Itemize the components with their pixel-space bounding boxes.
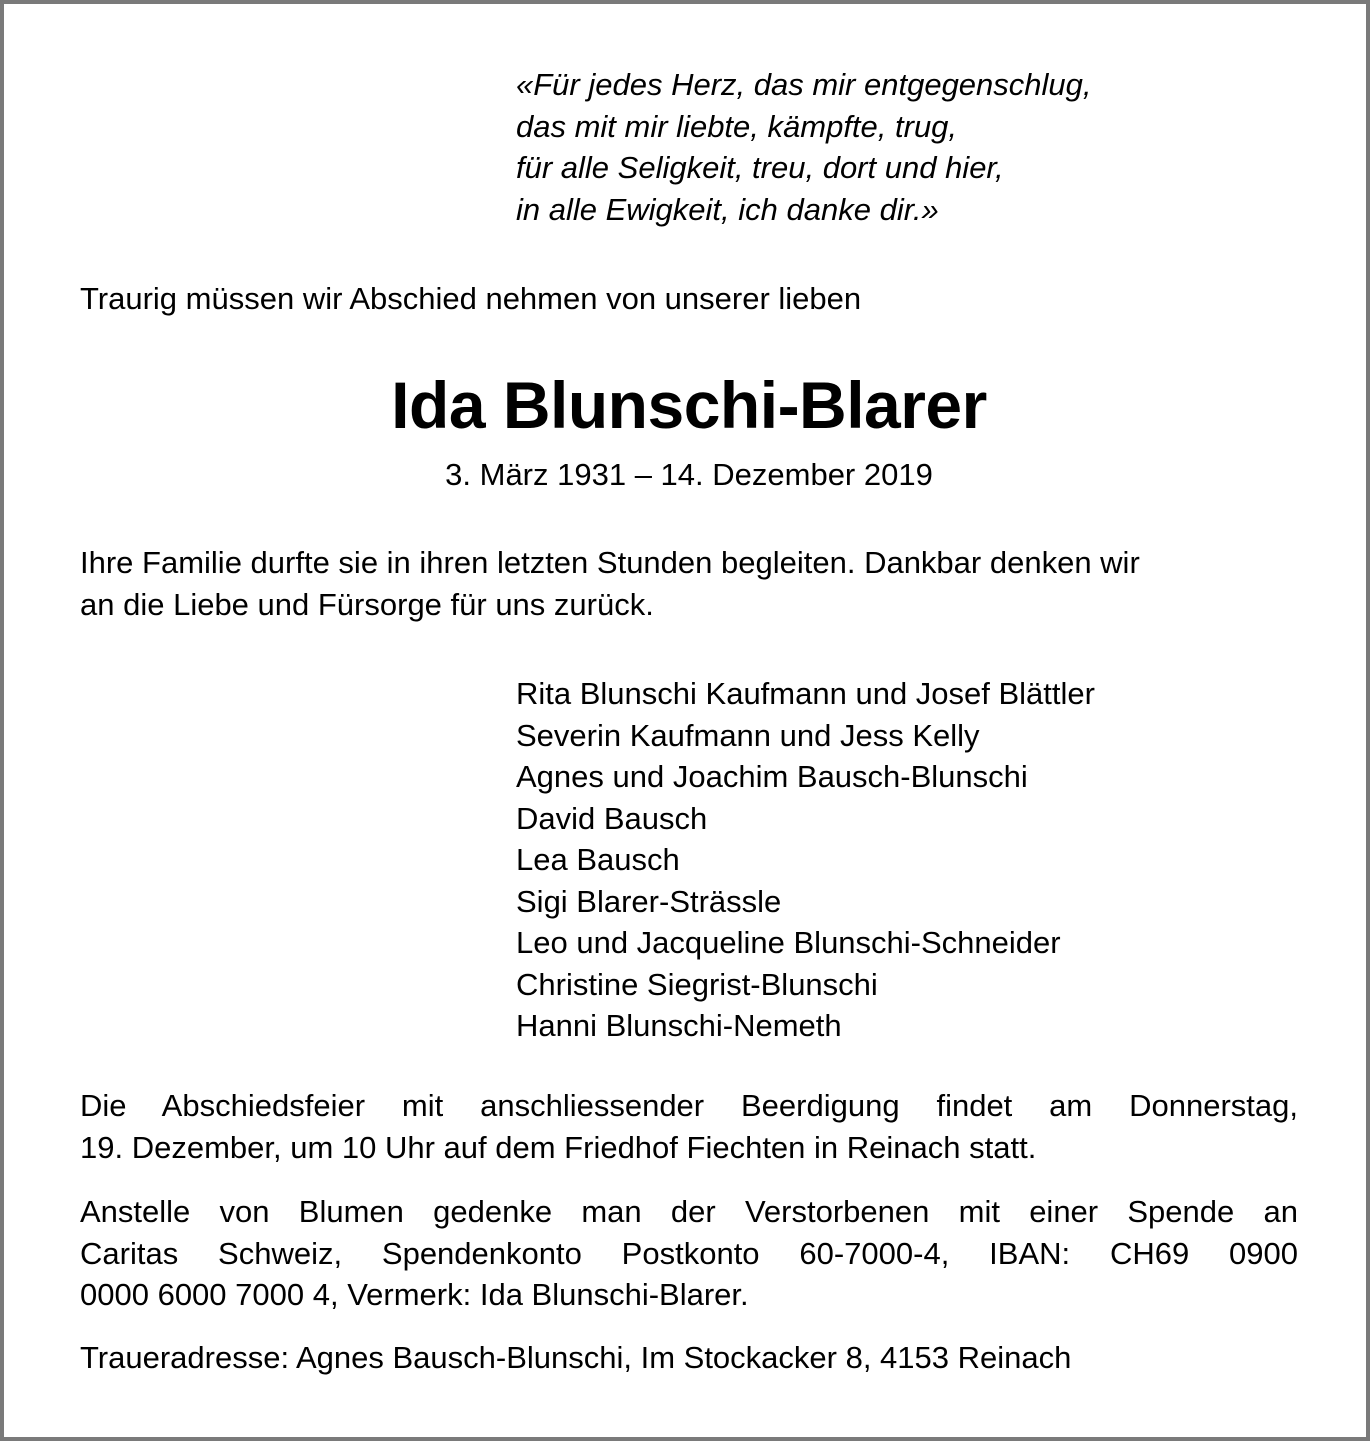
mourners-list	[516, 673, 1095, 1047]
mourner-name: Leo und Jacqueline Blunschi-Schneider	[516, 925, 1061, 960]
mourner-name: Lea Bausch	[516, 842, 680, 877]
mourner-name: Hanni Blunschi-Nemeth	[516, 1008, 842, 1043]
mourner-name: Severin Kaufmann und Jess Kelly	[516, 717, 980, 753]
life-dates: 3. März 1931 – 14. Dezember 2019	[445, 457, 933, 492]
mourning-address: Traueradresse: Agnes Bausch-Blunschi, Im Stockacker 8, 4153 Reinach	[80, 1340, 1072, 1375]
ceremony-line: 19. Dezember, um 10 Uhr auf dem Friedhof Fiechten in Reinach statt.	[80, 1129, 1037, 1165]
mourner-name: Rita Blunschi Kaufmann und Josef Blättler	[516, 676, 1095, 711]
poem-line: in alle Ewigkeit, ich danke dir.»	[516, 191, 939, 227]
family-note-line: an die Liebe und Fürsorge für uns zurück.	[80, 586, 654, 622]
poem-line: für alle Seligkeit, treu, dort und hier,	[516, 150, 1004, 185]
ceremony-notice	[80, 1085, 1298, 1168]
intro-text: Traurig müssen wir Abschied nehmen von unserer lieben	[80, 281, 862, 316]
donation-line: Caritas Schweiz, Spendenkonto Postkonto 60-7000-4, IBAN: CH69 0900	[80, 1235, 1298, 1271]
donation-notice	[80, 1191, 1298, 1316]
donation-line: Anstelle von Blumen gedenke man der Verstorbenen mit einer Spende an	[80, 1194, 1298, 1229]
poem-line: «Für jedes Herz, das mir entgegenschlug,	[516, 67, 1092, 102]
ceremony-line: Die Abschiedsfeier mit anschliessender Beerdigung findet am Donnerstag,	[80, 1088, 1298, 1123]
poem-line: das mit mir liebte, kämpfte, trug,	[516, 108, 958, 144]
mourner-name: Christine Siegrist-Blunschi	[516, 966, 878, 1002]
deceased-name: Ida Blunschi-Blarer	[391, 368, 987, 442]
family-note	[80, 542, 1298, 625]
mourner-name: Agnes und Joachim Bausch-Blunschi	[516, 759, 1028, 794]
mourner-name: Sigi Blarer-Strässle	[516, 883, 782, 919]
family-note-line: Ihre Familie durfte sie in ihren letzten Stunden begleiten. Dankbar denken wir	[80, 545, 1140, 580]
donation-line: 0000 6000 7000 4, Vermerk: Ida Blunschi-Blarer.	[80, 1277, 749, 1312]
mourner-name: David Bausch	[516, 800, 708, 836]
poem-quote	[516, 64, 1092, 230]
